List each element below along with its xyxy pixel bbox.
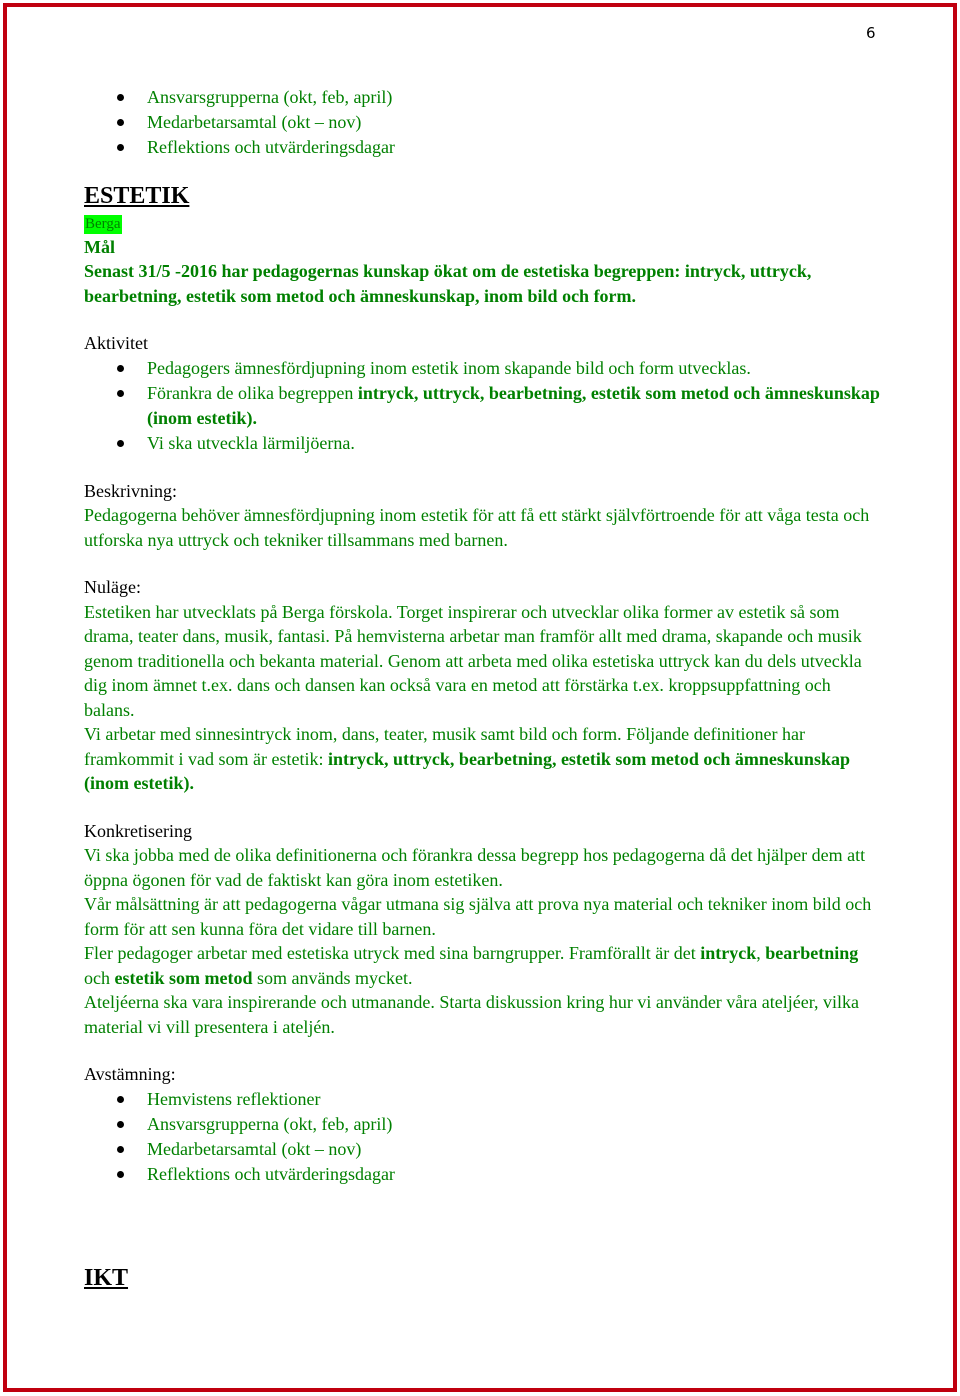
list-item: Ansvarsgrupperna (okt, feb, april) [84, 85, 884, 110]
mal-text: Senast 31/5 -2016 har pedagogernas kunskap ökat om de estetiska begreppen: intryck, uttryck, bearbetning, estetik som metod och ämneskunskap, inom bild och form. [84, 261, 812, 306]
list-item: Reflektions och utvärderingsdagar [84, 135, 884, 160]
beskrivning-heading: Beskrivning: [84, 480, 177, 501]
list-item: Hemvistens reflektioner [84, 1087, 884, 1112]
page-number: 6 [866, 24, 876, 42]
konkretisering-text: Fler pedagoger arbetar med estetiska utryck med sina barngrupper. Framförallt är det intryck, bearbetning och estetik som metod som används mycket. [84, 943, 859, 988]
page-content [84, 85, 884, 1187]
avstamning-heading: Avstämning: [84, 1064, 176, 1084]
list-item: Reflektions och utvärderingsdagar [84, 1162, 884, 1187]
nulage-text-2: Vi arbetar med sinnesintryck inom, dans, teater, musik samt bild och form. Följande definitioner har framkommit i vad som är estetik: intryck, uttryck, bearbetning, estetik som metod och ämneskunskap (inom estetik). [84, 724, 850, 793]
aktivitet-heading: Aktivitet [84, 333, 148, 353]
list-item: Medarbetarsamtal (okt – nov) [84, 1137, 884, 1162]
list-item: Pedagogers ämnesfördjupning inom estetik inom skapande bild och form utvecklas. [84, 356, 884, 381]
beskrivning-text: Pedagogerna behöver ämnesfördjupning inom estetik för att få ett stärkt självförtroende för att våga testa och utforska nya uttryck och tekniker tillsammans med barnen. [84, 505, 870, 550]
mal-heading: Mål [84, 236, 115, 257]
aktivitet-list [84, 356, 884, 456]
list-item: Förankra de olika begreppen intryck, uttryck, bearbetning, estetik som metod och ämneskunskap (inom estetik). [84, 381, 884, 431]
konkretisering-text: Vår målsättning är att pedagogerna vågar utmana sig själva att prova nya material och tekniker inom bild och form för att sen kunna föra det vidare till barnen. [84, 894, 872, 939]
nulage-text: Estetiken har utvecklats på Berga förskola. Torget inspirerar och utvecklar olika former av estetik så som drama, teater dans, musik, fantasi. På hemvisterna arbetar man framför allt med drama, skapande och musik genom traditionella och bekanta material. Genom att arbeta med olika estetiska uttryck kan du dels utveckla dig inom ämnet t.ex. dans och dansen kan också vara en metod att förstärka t.ex. kroppsuppfattning och balans. [84, 601, 862, 720]
section-heading-estetik: ESTETIK [84, 183, 190, 209]
konkretisering-text: Ateljéerna ska vara inspirerande och utmanande. Starta diskussion kring hur vi använder våra ateljéer, vilka material vi vill presentera i ateljén. [84, 992, 859, 1037]
konkretisering-text: Vi ska jobba med de olika definitionerna och förankra dessa begrepp hos pedagogerna då det hjälper dem att öppna ögonen för vad de faktiskt kan göra inom estetiken. [84, 845, 866, 890]
section-heading-ikt: IKT [84, 1265, 129, 1291]
nulage-heading: Nuläge: [84, 577, 141, 597]
avstamning-list [84, 1087, 884, 1187]
list-item: Medarbetarsamtal (okt – nov) [84, 110, 884, 135]
berga-tag: Berga [85, 216, 121, 232]
list-item: Vi ska utveckla lärmiljöerna. [84, 431, 884, 456]
list-item: Ansvarsgrupperna (okt, feb, april) [84, 1112, 884, 1137]
konkretisering-heading: Konkretisering [84, 820, 192, 841]
intro-list [84, 85, 884, 160]
